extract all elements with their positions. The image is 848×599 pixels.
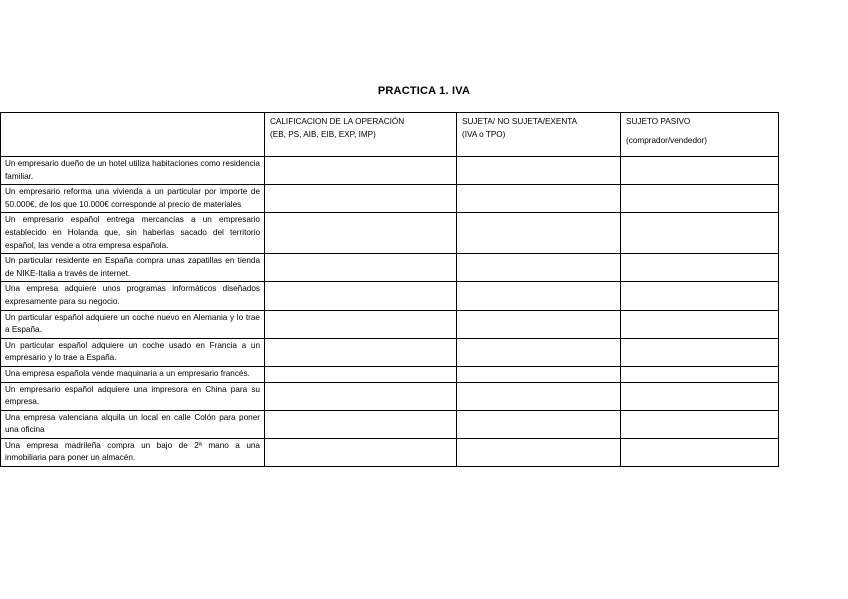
table-row <box>1 185 779 213</box>
sujeto-pasivo-cell[interactable] <box>621 410 779 438</box>
sujeta-cell[interactable] <box>457 254 621 282</box>
practice-table <box>0 112 779 467</box>
table-row <box>1 213 779 254</box>
header-sujeto-pasivo <box>621 113 779 157</box>
header-calificacion-subtitle: (EB, PS, AIB, EIB, EXP, IMP) <box>270 129 376 139</box>
sujeta-cell[interactable] <box>457 157 621 185</box>
sujeto-pasivo-cell[interactable] <box>621 438 779 466</box>
header-calificacion <box>265 113 457 157</box>
calificacion-cell[interactable] <box>265 410 457 438</box>
table-row <box>1 438 779 466</box>
operation-description: Un empresario reforma una vivienda a un particular por importe de 50.000€, de los que 10.000€ corresponde al precio de materiales <box>1 185 265 213</box>
sujeto-pasivo-cell[interactable] <box>621 213 779 254</box>
calificacion-cell[interactable] <box>265 338 457 366</box>
calificacion-cell[interactable] <box>265 213 457 254</box>
header-calificacion-title: CALIFICACION DE LA OPERACIÓN <box>270 117 405 126</box>
calificacion-cell[interactable] <box>265 310 457 338</box>
sujeto-pasivo-cell[interactable] <box>621 310 779 338</box>
header-sujeto-pasivo-subtitle: (comprador/vendedor) <box>626 135 708 145</box>
operation-description: Un particular español adquiere un coche nuevo en Alemania y lo trae a España. <box>1 310 265 338</box>
table-row <box>1 282 779 310</box>
header-empty-cell <box>1 113 265 157</box>
table-row <box>1 338 779 366</box>
table-row <box>1 382 779 410</box>
sujeta-cell[interactable] <box>457 366 621 382</box>
operation-description: Un empresario español entrega mercancías a un empresario establecido en Holanda que, sin haberlas sacado del territorio español, las vende a otra empresa española. <box>1 213 265 254</box>
operation-description: Un empresario español adquiere una impresora en China para su empresa. <box>1 382 265 410</box>
calificacion-cell[interactable] <box>265 366 457 382</box>
table-row <box>1 410 779 438</box>
table-row <box>1 366 779 382</box>
sujeta-cell[interactable] <box>457 213 621 254</box>
operation-description: Una empresa adquiere unos programas informáticos diseñados expresamente para su negocio. <box>1 282 265 310</box>
sujeta-cell[interactable] <box>457 185 621 213</box>
sujeto-pasivo-cell[interactable] <box>621 382 779 410</box>
table-row <box>1 310 779 338</box>
table-row <box>1 254 779 282</box>
sujeta-cell[interactable] <box>457 438 621 466</box>
calificacion-cell[interactable] <box>265 185 457 213</box>
sujeto-pasivo-cell[interactable] <box>621 185 779 213</box>
sujeta-cell[interactable] <box>457 338 621 366</box>
operation-description: Una empresa madrileña compra un bajo de 2ª mano a una inmobiliaria para poner un almacén. <box>1 438 265 466</box>
sujeta-cell[interactable] <box>457 310 621 338</box>
operation-description: Un empresario dueño de un hotel utiliza habitaciones como residencia familiar. <box>1 157 265 185</box>
sujeto-pasivo-cell[interactable] <box>621 338 779 366</box>
calificacion-cell[interactable] <box>265 254 457 282</box>
header-row <box>1 113 779 157</box>
sujeto-pasivo-cell[interactable] <box>621 157 779 185</box>
sujeta-cell[interactable] <box>457 282 621 310</box>
operation-description: Un particular español adquiere un coche usado en Francia a un empresario y lo trae a España. <box>1 338 265 366</box>
sujeto-pasivo-cell[interactable] <box>621 366 779 382</box>
operation-description: Un particular residente en España compra unas zapatillas en tienda de NIKE-Italia a través de internet. <box>1 254 265 282</box>
header-sujeta-title: SUJETA/ NO SUJETA/EXENTA <box>462 117 578 126</box>
header-sujeta <box>457 113 621 157</box>
sujeto-pasivo-cell[interactable] <box>621 254 779 282</box>
table-row <box>1 157 779 185</box>
sujeto-pasivo-cell[interactable] <box>621 282 779 310</box>
operation-description: Una empresa española vende maquinaria a un empresario francés. <box>1 366 265 382</box>
header-sujeto-pasivo-title: SUJETO PASIVO <box>626 117 691 126</box>
sujeta-cell[interactable] <box>457 382 621 410</box>
calificacion-cell[interactable] <box>265 438 457 466</box>
calificacion-cell[interactable] <box>265 382 457 410</box>
calificacion-cell[interactable] <box>265 282 457 310</box>
calificacion-cell[interactable] <box>265 157 457 185</box>
sujeta-cell[interactable] <box>457 410 621 438</box>
header-sujeta-subtitle: (IVA o TPO) <box>462 129 506 139</box>
operation-description: Una empresa valenciana alquila un local en calle Colón para poner una oficina <box>1 410 265 438</box>
page-title: PRACTICA 1. IVA <box>377 85 471 97</box>
